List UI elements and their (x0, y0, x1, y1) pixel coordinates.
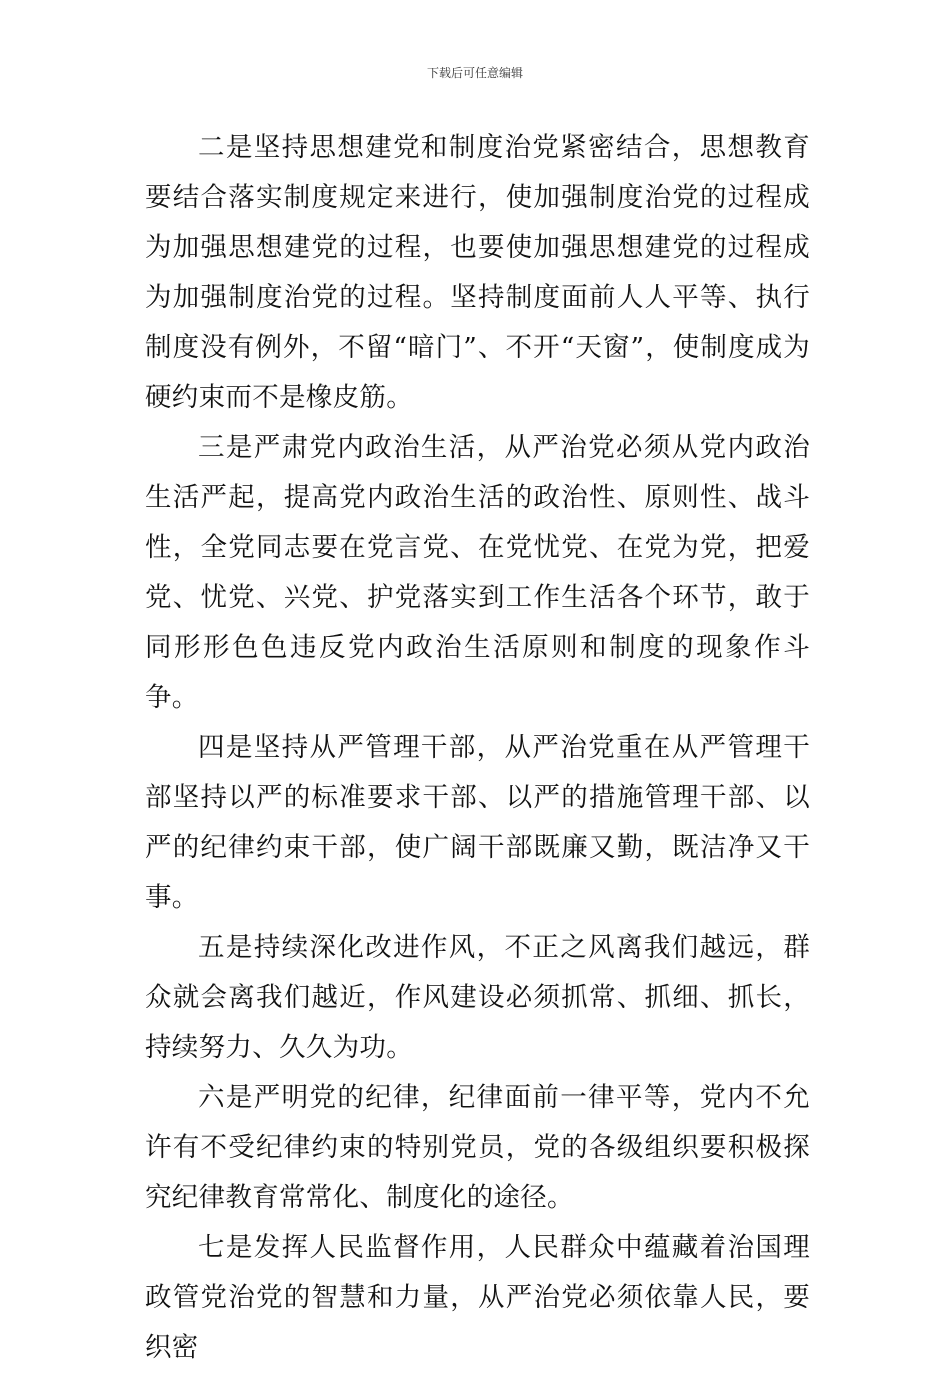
paragraph-6: 六是严明党的纪律，纪律面前一律平等，党内不允许有不受纪律约束的特别党员，党的各级组织要积极探究纪律教育常常化、制度化的途径。 (145, 1082, 810, 1213)
paragraph-4: 四是坚持从严管理干部，从严治党重在从严管理干部坚持以严的标准要求干部、以严的措施管理干部、以严的纪律约束干部，使广阔干部既廉又勤，既洁净又干事。 (145, 732, 810, 913)
paragraph-3: 三是严肃党内政治生活，从严治党必须从党内政治生活严起，提高党内政治生活的政治性、原则性、战斗性，全党同志要在党言党、在党忧党、在党为党，把爱党、忧党、兴党、护党落实到工作生活各个环节，敢于同形形色色违反党内政治生活原则和制度的现象作斗争。 (145, 432, 810, 713)
paragraph-5: 五是持续深化改进作风，不正之风离我们越远，群众就会离我们越近，作风建设必须抓常、抓细、抓长，持续努力、久久为功。 (145, 932, 810, 1063)
paragraph-2: 二是坚持思想建党和制度治党紧密结合，思想教育要结合落实制度规定来进行，使加强制度治党的过程成为加强思想建党的过程，也要使加强思想建党的过程成为加强制度治党的过程。坚持制度面前人人平等、执行制度没有例外，不留“暗门”、不开“天窗”，使制度成为硬约束而不是橡皮筋。 (145, 132, 810, 413)
paragraph-7: 七是发挥人民监督作用，人民群众中蕴藏着治国理政管党治党的智慧和力量，从严治党必须依靠人民，要织密 (145, 1232, 810, 1363)
document-body (145, 123, 810, 1373)
page-header-note: 下载后可任意编辑 (426, 66, 523, 80)
